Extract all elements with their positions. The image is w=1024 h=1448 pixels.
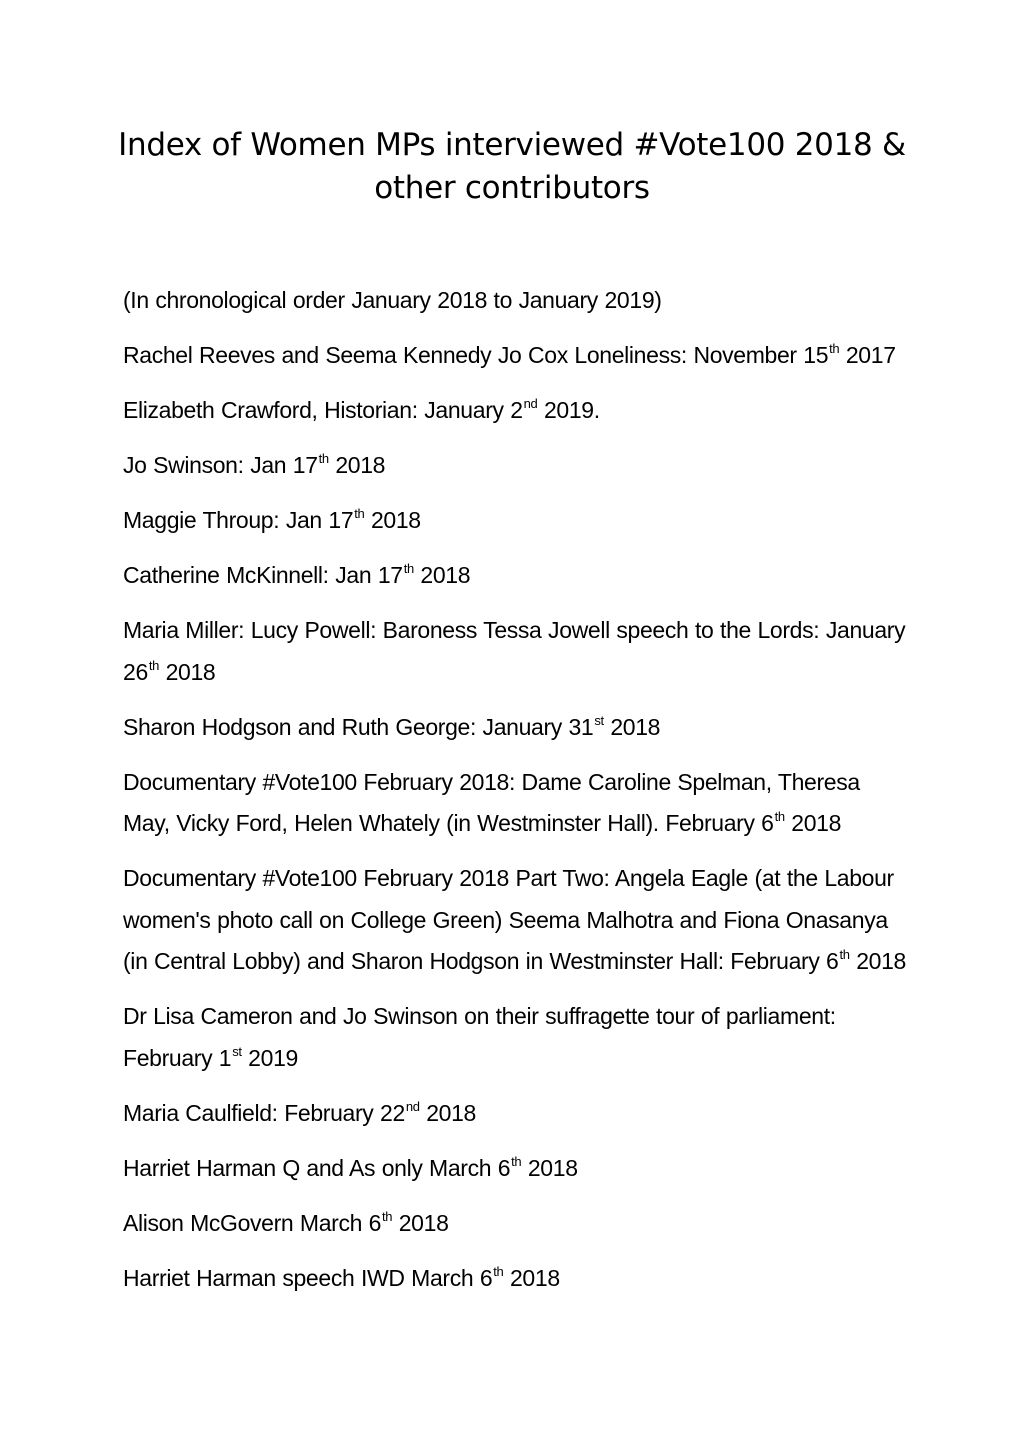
entry-year: 2018 <box>784 810 842 836</box>
entry-text: Documentary #Vote100 February 2018 Part Two: Angela Eagle (at the Labour women's photo call on College Green) Seema Malhotra and Fiona Onasanya (in Central Lobby) and Sharon Hodgson in Westminster Hall: February 6 <box>123 865 894 974</box>
entry-year: 2018 <box>413 562 471 588</box>
entry-paragraph <box>123 335 913 377</box>
entry-ordinal-suffix: st <box>232 1043 242 1059</box>
entry-year: 2018 <box>503 1264 560 1291</box>
entry-paragraph <box>123 1203 913 1245</box>
entry-year: 2018 <box>364 507 421 533</box>
entry-ordinal-suffix: th <box>511 1153 522 1169</box>
entry-year: 2017 <box>839 342 896 368</box>
entry-paragraph <box>123 1258 913 1300</box>
entry-paragraph <box>123 500 913 542</box>
entry-text: Maria Caulfield: February 22 <box>123 1099 405 1126</box>
entry-ordinal-suffix: th <box>318 451 329 467</box>
entry-year: 2018 <box>159 658 216 685</box>
title-line-1: Index of Women MPs interviewed #Vote100 2018 & <box>118 127 906 163</box>
entry-year: 2018 <box>392 1209 449 1236</box>
entry-paragraph <box>123 1093 913 1135</box>
entry-ordinal-suffix: nd <box>405 1098 420 1114</box>
document-body <box>123 280 913 1313</box>
entry-text: Rachel Reeves and Seema Kennedy Jo Cox Loneliness: November 15 <box>123 342 829 368</box>
entry-year: 2018 <box>849 948 906 974</box>
entry-paragraph <box>123 1148 913 1190</box>
entry-year: 2018 <box>521 1154 578 1181</box>
entry-text: Alison McGovern March 6 <box>123 1209 382 1236</box>
entry-ordinal-suffix: th <box>148 657 160 673</box>
entry-ordinal-suffix: th <box>829 341 840 357</box>
entry-paragraph <box>123 858 913 983</box>
title-line-2: other contributors <box>374 170 650 206</box>
entry-paragraph <box>123 996 913 1079</box>
intro-paragraph: (In chronological order January 2018 to January 2019) <box>123 287 662 313</box>
entry-text: Sharon Hodgson and Ruth George: January 31 <box>123 713 594 740</box>
entry-text: Maria Miller: Lucy Powell: Baroness Tessa Jowell speech to the Lords: January 26 <box>123 617 906 685</box>
entry-paragraph <box>123 762 913 845</box>
entry-paragraph <box>123 610 913 693</box>
entry-ordinal-suffix: th <box>382 1208 393 1224</box>
entry-text: Jo Swinson: Jan 17 <box>123 452 318 478</box>
entry-paragraph <box>123 555 913 597</box>
entry-year: 2019 <box>241 1044 298 1071</box>
entry-paragraph <box>123 390 913 432</box>
entry-year: 2018 <box>603 713 661 740</box>
entry-ordinal-suffix: th <box>354 506 365 522</box>
entry-text: Dr Lisa Cameron and Jo Swinson on their suffragette tour of parliament: February 1 <box>123 1003 836 1071</box>
entry-ordinal-suffix: th <box>493 1263 504 1279</box>
entry-ordinal-suffix: nd <box>523 396 538 412</box>
entry-year: 2019. <box>537 397 600 423</box>
entry-ordinal-suffix: th <box>774 809 785 825</box>
document-title <box>100 124 924 210</box>
entry-year: 2018 <box>419 1099 476 1126</box>
entry-ordinal-suffix: th <box>403 561 414 577</box>
entry-ordinal-suffix: th <box>839 947 850 963</box>
entry-ordinal-suffix: st <box>594 712 604 728</box>
entry-text: Catherine McKinnell: Jan 17 <box>123 562 403 588</box>
entry-paragraph <box>123 707 913 749</box>
entry-text: Harriet Harman speech IWD March 6 <box>123 1264 493 1291</box>
entry-text: Documentary #Vote100 February 2018: Dame Caroline Spelman, Theresa May, Vicky Ford, Helen Whately (in Westminster Hall). February 6 <box>123 768 860 836</box>
entry-text: Harriet Harman Q and As only March 6 <box>123 1154 511 1181</box>
entry-paragraph <box>123 445 913 487</box>
entry-year: 2018 <box>328 452 386 478</box>
entry-text: Maggie Throup: Jan 17 <box>123 507 354 533</box>
entry-text: Elizabeth Crawford, Historian: January 2 <box>123 397 523 423</box>
